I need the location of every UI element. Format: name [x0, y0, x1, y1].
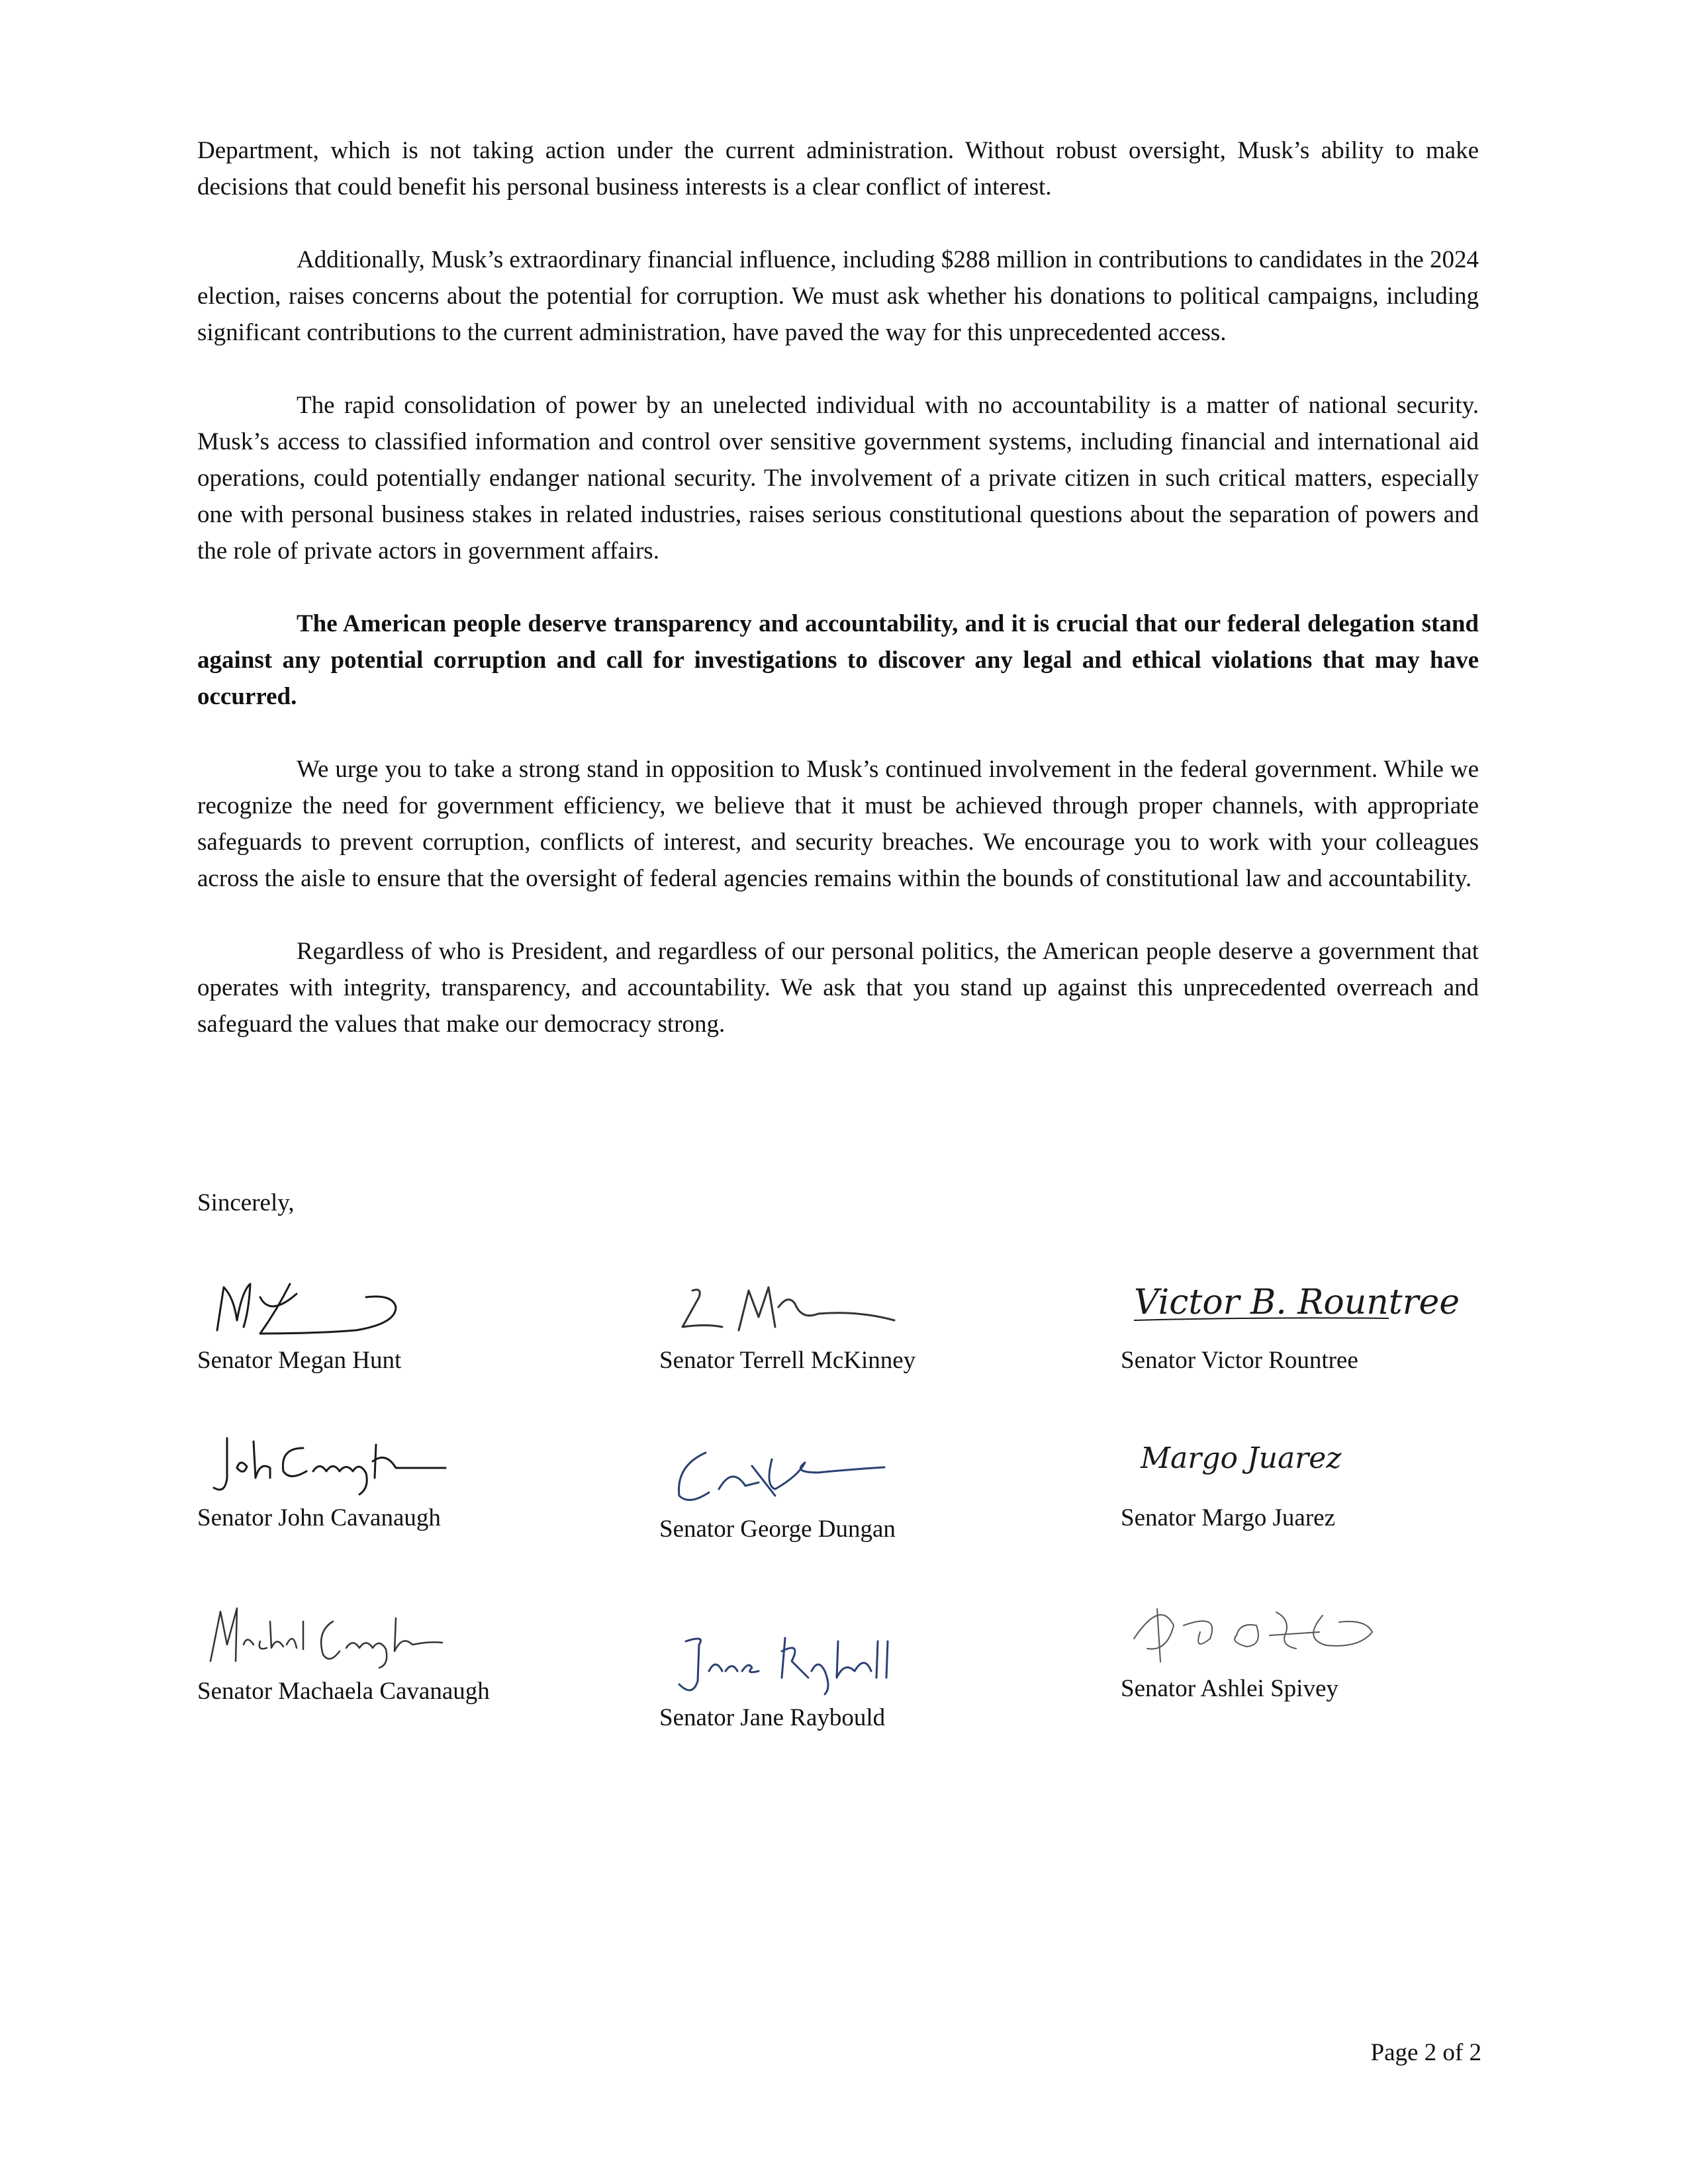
svg-text:Margo Juarez: Margo Juarez	[1141, 1441, 1342, 1475]
signature-image	[659, 1615, 937, 1701]
signatory-name: Senator John Cavanaugh	[197, 1504, 441, 1531]
signature-image	[1121, 1257, 1460, 1343]
page-number: Page 2 of 2	[1370, 2039, 1481, 2066]
signature-block-jane-raybould	[659, 1615, 1123, 1733]
signature-block-megan-hunt	[197, 1257, 661, 1375]
closing-salutation: Sincerely,	[197, 1189, 295, 1216]
signature-block-george-dungan	[659, 1426, 1123, 1544]
signatory-name: Senator Margo Juarez	[1121, 1504, 1335, 1531]
signature-block-victor-rountree	[1121, 1257, 1584, 1375]
signatory-name: Senator Terrell McKinney	[659, 1347, 916, 1374]
paragraph-6: Regardless of who is President, and regardless of our personal politics, the American people deserve a government that operates with integrity, transparency, and accountability. We ask that you stand up against this unprecedented overreach and safeguard the values that make our democracy strong.	[197, 938, 1479, 1038]
paragraph-4-bold: The American people deserve transparency and accountability, and it is crucial that our federal delegation stand against any potential corruption and call for investigations to discover any legal and ethical violations that may have occurred.	[197, 610, 1479, 710]
signature-block-john-cavanaugh	[197, 1415, 661, 1533]
signature-block-margo-juarez	[1121, 1415, 1584, 1533]
paragraph-3: The rapid consolidation of power by an unelected individual with no accountability is a matter of national security. Musk’s access to classified information and control over sensitive government systems, including financial and international aid operations, could potentially endanger national security. The involvement of a private citizen in such critical matters, especially one with personal business stakes in related industries, raises serious constitutional questions about the separation of powers and the role of private actors in government affairs.	[197, 392, 1479, 565]
signature-block-terrell-mckinney	[659, 1257, 1123, 1375]
signatory-name: Senator Machaela Cavanaugh	[197, 1678, 490, 1705]
letter-body	[197, 132, 1479, 1079]
signatory-name: Senator Megan Hunt	[197, 1347, 402, 1374]
signature-image	[659, 1426, 937, 1512]
paragraph-2: Additionally, Musk’s extraordinary financial influence, including $288 million in contributions to candidates in the 2024 election, raises concerns about the potential for corruption. We must ask whether his donations to political campaigns, including significant contributions to the current administration, have paved the way for this unprecedented access.	[197, 246, 1479, 346]
signature-image	[1121, 1586, 1399, 1672]
signature-image	[659, 1257, 937, 1343]
signature-image	[1121, 1415, 1399, 1501]
signatory-name: Senator Ashlei Spivey	[1121, 1675, 1338, 1702]
paragraph-5: We urge you to take a strong stand in opposition to Musk’s continued involvement in the federal government. While we recognize the need for government efficiency, we believe that it must be achieved through proper channels, with appropriate safeguards to prevent corruption, conflicts of interest, and security breaches. We encourage you to work with your colleagues across the aisle to ensure that the oversight of federal agencies remains within the bounds of constitutional law and accountability.	[197, 756, 1479, 892]
signature-image	[197, 1257, 475, 1343]
signature-image	[197, 1415, 475, 1501]
svg-text:Victor B. Rountree: Victor B. Rountree	[1134, 1283, 1460, 1322]
signatory-name: Senator George Dungan	[659, 1516, 896, 1543]
paragraph-1: Department, which is not taking action under the current administration. Without robust oversight, Musk’s ability to make decisions that could benefit his personal business interests is a clear conflict of interest.	[197, 137, 1479, 201]
signatory-name: Senator Victor Rountree	[1121, 1347, 1358, 1374]
signature-block-ashlei-spivey	[1121, 1586, 1584, 1704]
signature-image	[197, 1588, 475, 1674]
signature-block-machaela-cavanaugh	[197, 1588, 661, 1706]
signatory-name: Senator Jane Raybould	[659, 1704, 886, 1731]
